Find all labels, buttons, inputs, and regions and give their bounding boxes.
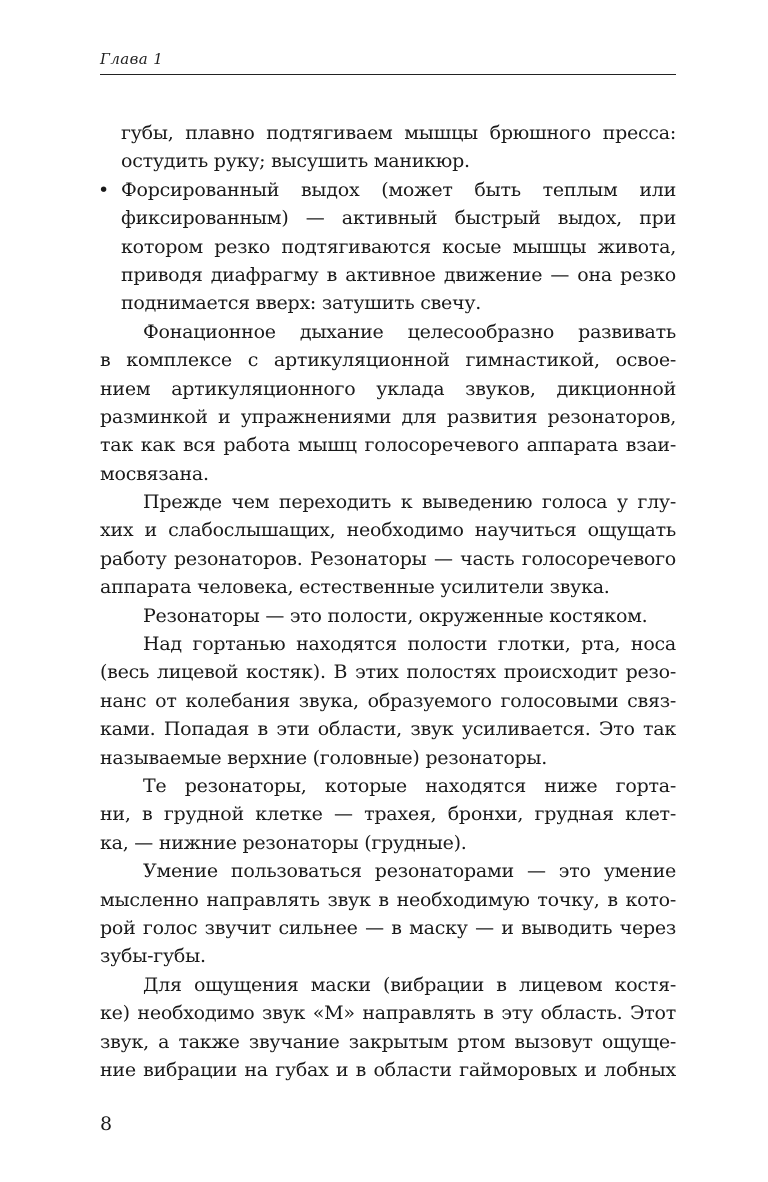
text-line: аппарата человека, естественные усилители звука. [100, 576, 610, 599]
text-line: мысленно направлять звук в необходимую точку, в кото- [100, 888, 676, 911]
bullet-icon: • [98, 178, 109, 201]
text-line: хих и слабослышащих, необходимо научиться ощущать [100, 519, 676, 542]
paragraph-first-line: Те резонаторы, которые находятся ниже горта- [143, 774, 676, 797]
text-line: работу резонаторов. Резонаторы — часть голосоречевого [100, 547, 676, 570]
text-line: так как вся работа мышц голосоречевого аппарата взаи- [100, 434, 676, 457]
text-line: в комплексе с артикуляционной гимнастикой, освое- [100, 349, 676, 372]
chapter-title: Глава 1 [100, 50, 164, 68]
text-line: котором резко подтягиваются косые мышцы живота, [121, 235, 676, 258]
text-line: нием артикуляционного уклада звуков, дикционной [100, 377, 676, 400]
text-line: Форсированный выдох (может быть теплым или [121, 178, 676, 201]
text-line: рой голос звучит сильнее — в маску — и выводить через [100, 916, 676, 939]
running-head [100, 48, 676, 75]
text-line: фиксированным) — активный быстрый выдох, при [121, 207, 676, 230]
text-line: разминкой и упражнениями для развития резонаторов, [100, 405, 676, 428]
body-text [100, 119, 676, 1084]
text-line: ке) необходимо звук «М» направлять в эту область. Этот [100, 1002, 676, 1025]
text-line: ни, в грудной клетке — трахея, бронхи, грудная клет- [100, 803, 676, 826]
text-line: мосвязана. [100, 462, 209, 485]
page-number: 8 [100, 1113, 113, 1135]
text-line: губы, плавно подтягиваем мышцы брюшного пресса: [121, 122, 676, 144]
text-line: ками. Попадая в эти области, звук усиливается. Это так [100, 718, 676, 741]
paragraph-first-line: Резонаторы — это полости, окруженные костяком. [143, 604, 648, 627]
paragraph-first-line: Умение пользоваться резонаторами — это умение [143, 860, 676, 883]
text-line: ние вибрации на губах и в области гайморовых и лобных [100, 1058, 676, 1081]
text-line: нанс от колебания звука, образуемого голосовыми связ- [100, 689, 676, 712]
text-line: звук, а также звучание закрытым ртом вызовут ощуще- [100, 1030, 676, 1053]
bullet-item-first-line [100, 176, 676, 204]
text-line: приводя диафрагму в активное движение — она резко [121, 263, 676, 286]
paragraph-first-line: Для ощущения маски (вибрации в лицевом костя- [143, 973, 676, 996]
text-line: остудить руку; высушить маникюр. [121, 150, 470, 173]
paragraph-first-line: Над гортанью находятся полости глотки, рта, носа [143, 633, 676, 656]
text-line: поднимается вверх: затушить свечу. [121, 292, 482, 315]
paragraph-first-line: Прежде чем переходить к выведению голоса у глу- [143, 491, 676, 514]
paragraph-first-line: Фонационное дыхание целесообразно развивать [143, 320, 676, 343]
text-line: зубы-губы. [100, 945, 206, 968]
text-line: (весь лицевой костяк). В этих полостях происходит резо- [100, 661, 676, 684]
text-line: ка, — нижние резонаторы (грудные). [100, 831, 467, 854]
text-line: называемые верхние (головные) резонаторы. [100, 746, 548, 769]
